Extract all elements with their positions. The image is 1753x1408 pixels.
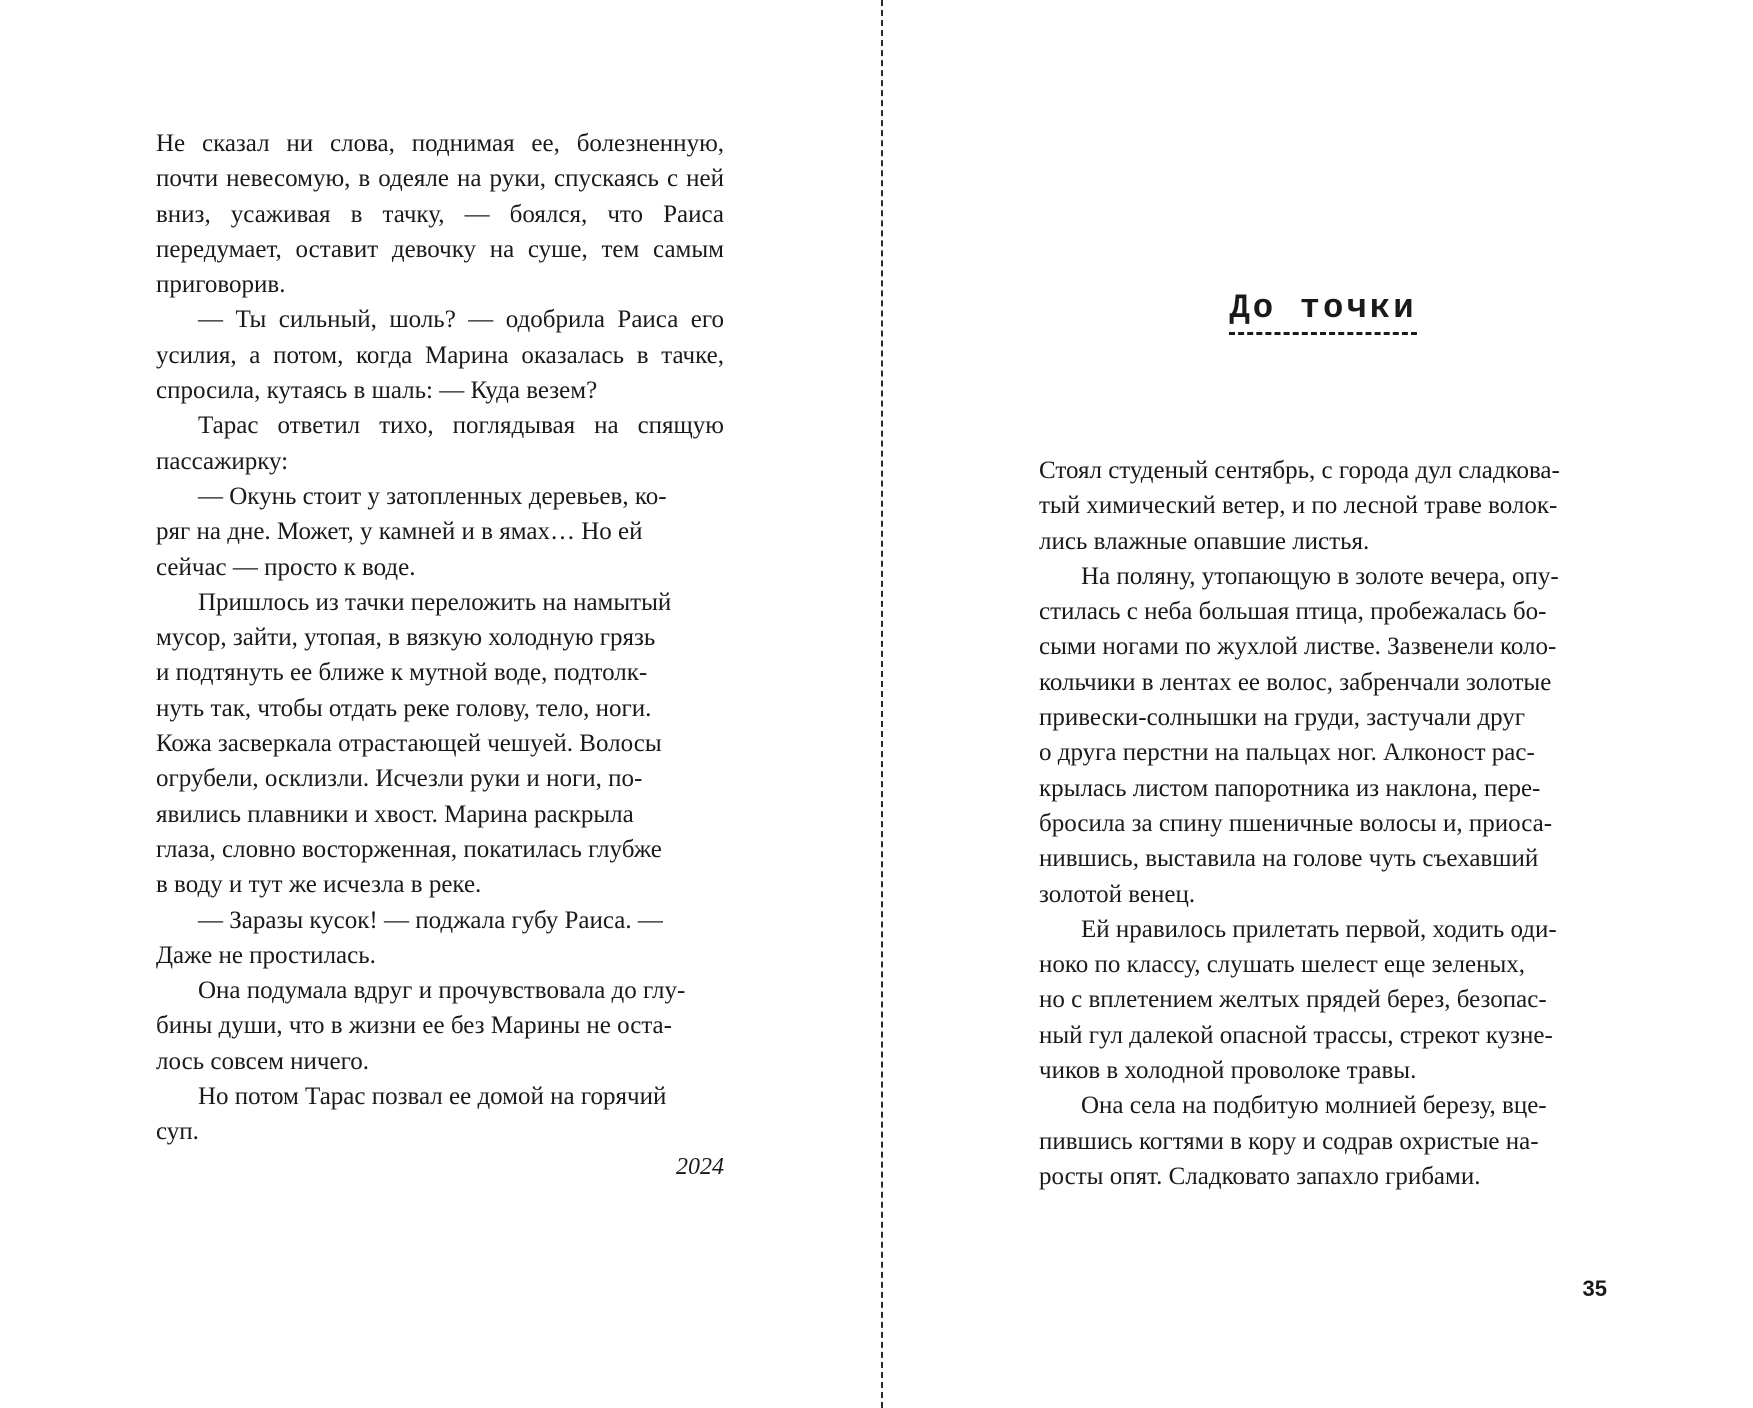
paragraph: Ей нравилось прилетать первой, ходить оди- ноко по классу, слушать шелест еще зеленых, но с вплетением желтых прядей берез, безопас- ный гул далекой опасной трассы, стрекот кузне- чиков в холодной проволоке травы. (1039, 915, 1557, 1085)
story-year: 2024 (676, 1153, 724, 1180)
paragraph: — Заразы кусок! — поджала губу Раиса. — Даже не простилась. (156, 906, 663, 969)
paragraph: Пришлось из тачки переложить на намытый мусор, зайти, утопая, в вязкую холодную грязь и подтянуть ее ближе к мутной воде, подтолк- нуть так, чтобы отдать реке голову, тело, ноги. Кожа засверкала отрастающей чешуей. Волосы огрубели, осклизли. Исчезли руки и ноги, по- явились плавники и хвост. Марина раскрыла глаза, словно восторженная, покатилась глубже в воду и тут же исчезла в реке. (156, 588, 672, 899)
left-page (156, 126, 724, 1185)
page-gutter-divider (881, 0, 883, 1408)
page-number: 35 (1582, 1276, 1607, 1301)
paragraph: — Окунь стоит у затопленных деревьев, ко- ряг на дне. Может, у камней и в ямах… Но ей сейчас — просто к воде. (156, 482, 667, 581)
right-page (1039, 453, 1607, 1194)
paragraph: Не сказал ни слова, поднимая ее, болезненную, почти невесомую, в одеяле на руки, спускаясь с ней вниз, усаживая в тачку, — боялся, что Раиса передумает, оставит девочку на суше, тем самым приговорив. (156, 130, 725, 299)
paragraph: — Ты сильный, шоль? — одобрила Раиса его усилия, а потом, когда Марина оказалась в тачке, спросила, кутаясь в шаль: — Куда везем? (156, 306, 724, 405)
chapter-title-text: До точки (1229, 290, 1416, 335)
paragraph: На поляну, утопающую в золоте вечера, опу- стилась с неба большая птица, пробежалась бо- сыми ногами по жухлой листве. Зазвенели коло- кольчики в лентах ее волос, забренчали золотые привески-солнышки на груди, застучали друг о друга перстни на пальцах ног. Алконост рас- крылась листом папоротника из наклона, пере- бросила за спину пшеничные волосы и, приоса- нившись, выставила на голове чуть съехавший золотой венец. (1039, 562, 1559, 908)
paragraph: Стоял студеный сентябрь, с города дул сладкова- тый химический ветер, и по лесной траве волок- лись влажные опавшие листья. (1039, 457, 1560, 555)
paragraph: Тарас ответил тихо, поглядывая на спящую пассажирку: (156, 412, 724, 475)
paragraph: Она села на подбитую молнией березу, вце- пившись когтями в кору и содрав охристые на- росты опят. Сладковато запахло грибами. (1039, 1092, 1547, 1190)
paragraph: Но потом Тарас позвал ее домой на горячий суп. (156, 1083, 667, 1146)
paragraph: Она подумала вдруг и прочувствовала до глу- бины души, что в жизни ее без Марины не оста- лось совсем ничего. (156, 977, 686, 1075)
chapter-title (1039, 290, 1607, 335)
